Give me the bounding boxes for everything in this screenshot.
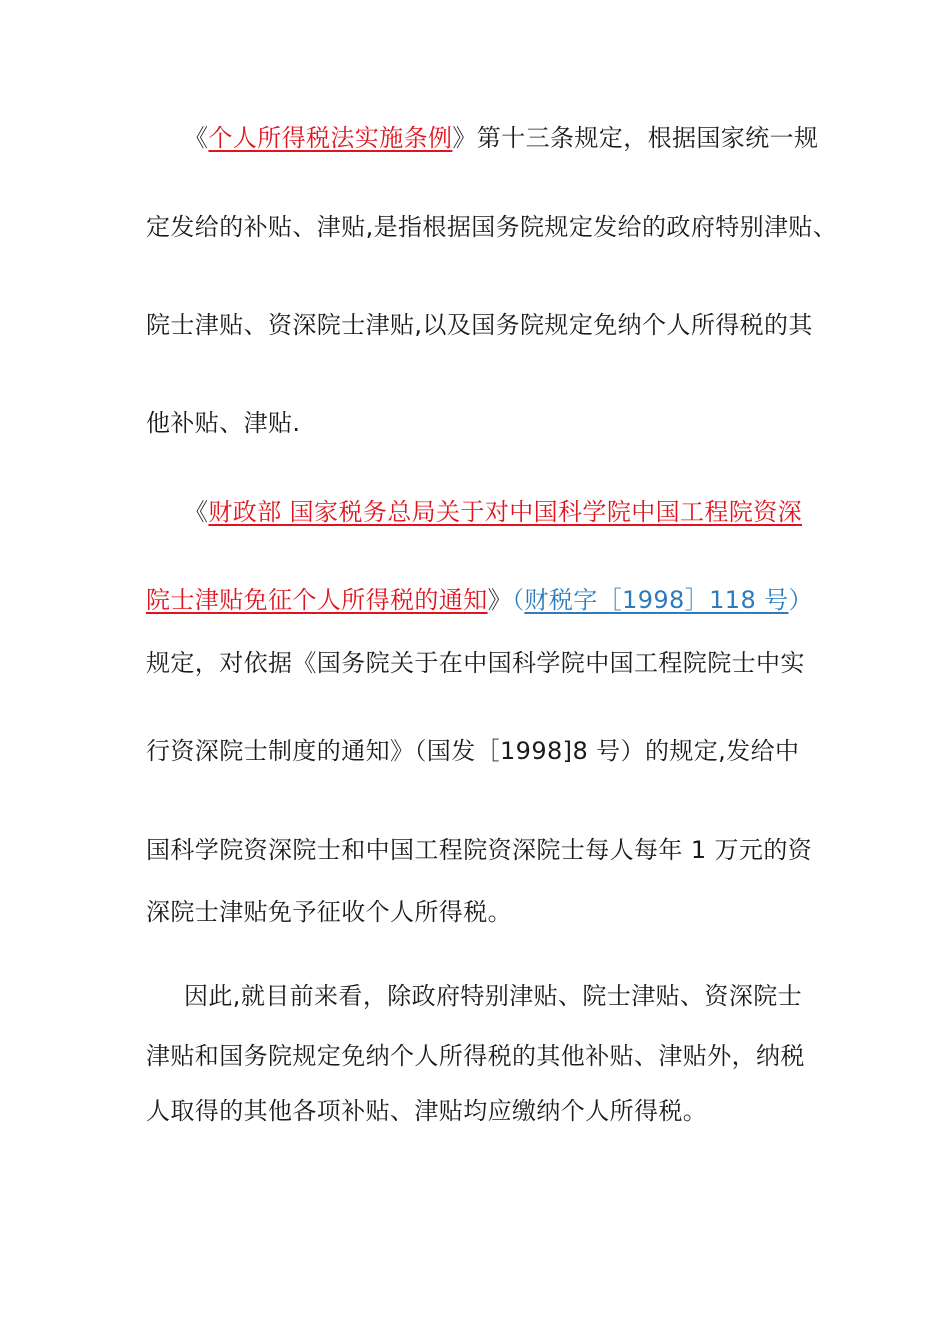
close-quote: 》 xyxy=(487,586,513,614)
open-quote: 《 xyxy=(184,124,209,152)
p1-line1-text: 》第十三条规定，根据国家统一规 xyxy=(452,124,819,152)
document-number-link[interactable]: 财税字［1998］118 号 xyxy=(524,586,789,614)
paren-close: ） xyxy=(788,586,813,614)
p2-line3: 规定，对依据《国务院关于在中国科学院中国工程院院士中实 xyxy=(146,649,805,677)
p3-line2: 津贴和国务院规定免纳个人所得税的其他补贴、津贴外，纳税 xyxy=(146,1042,805,1070)
p2-line6: 深院士津贴免予征收个人所得税。 xyxy=(146,898,512,926)
p1-line3: 院士津贴、资深院士津贴,以及国务院规定免纳个人所得税的其 xyxy=(146,311,813,339)
notice-link-part2[interactable]: 院士津贴免征个人所得税的通知 xyxy=(146,586,488,614)
p2-line5: 国科学院资深院士和中国工程院资深院士每人每年 1 万元的资 xyxy=(146,836,813,864)
p3-line3: 人取得的其他各项补贴、津贴均应缴纳个人所得税。 xyxy=(146,1097,708,1125)
p2-line4: 行资深院士制度的通知》（国发［1998]8 号）的规定,发给中 xyxy=(146,737,800,765)
regulation-link[interactable]: 个人所得税法实施条例 xyxy=(208,124,453,152)
p1-line1 xyxy=(184,122,818,154)
notice-link-part1[interactable]: 财政部 国家税务总局关于对中国科学院中国工程院资深 xyxy=(208,498,803,526)
p1-line2: 定发给的补贴、津贴,是指根据国务院规定发给的政府特别津贴、 xyxy=(146,213,838,241)
p2-line1 xyxy=(184,496,802,528)
p1-line4: 他补贴、津贴. xyxy=(146,409,301,437)
p3-line1: 因此,就目前来看，除政府特别津贴、院士津贴、资深院士 xyxy=(184,982,803,1010)
p2-line2 xyxy=(146,584,813,616)
open-quote: 《 xyxy=(184,498,209,526)
paren-open: （ xyxy=(512,586,525,614)
